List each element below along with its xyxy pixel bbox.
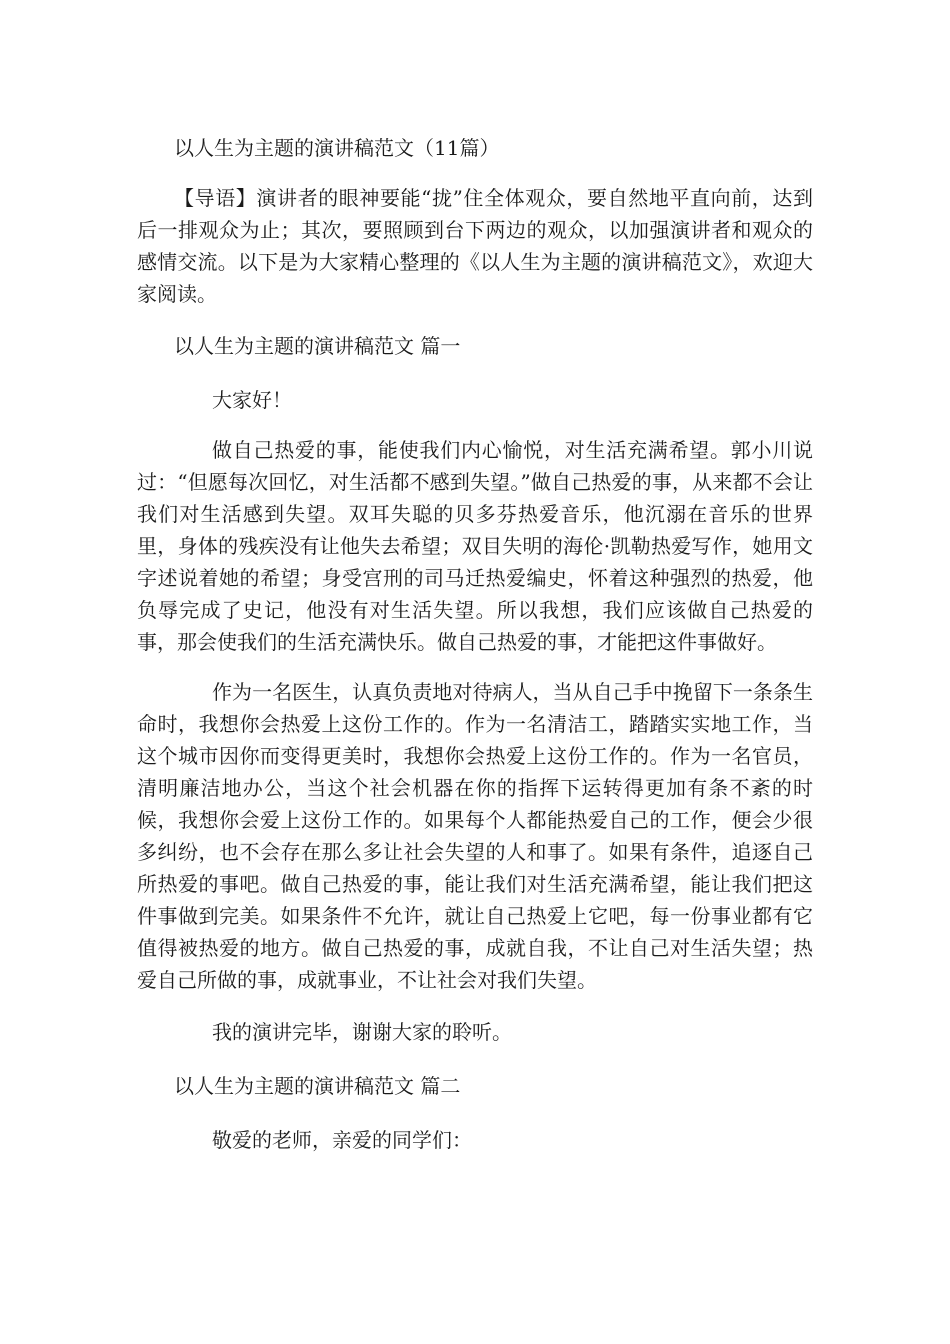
section-1-paragraph-2: 作为一名医生，认真负责地对待病人，当从自己手中挽留下一条条生命时，我想你会热爱上这份工作的。作为一名清洁工，踏踏实实地工作，当这个城市因你而变得更美时，我想你会热爱上这份工作的。作为一名官员，清明廉洁地办公，当这个社会机器在你的指挥下运转得更加有条不紊的时候，我想你会爱上这份工作的。如果每个人都能热爱自己的工作，便会少很多纠纷，也不会存在那么多让社会失望的人和事了。如果有条件，追逐自己所热爱的事吧。做自己热爱的事，能让我们对生活充满希望，能让我们把这件事做到完美。如果条件不允许，就让自己热爱上它吧，每一份事业都有它值得被热爱的地方。做自己热爱的事，成就自我，不让自己对生活失望；热爱自己所做的事，成就事业，不让社会对我们失望。 (137, 680, 813, 992)
section-2-greeting: 敬爱的老师，亲爱的同学们： (212, 1128, 472, 1152)
section-heading-1: 以人生为主题的演讲稿范文 篇一 (174, 334, 461, 358)
intro-paragraph: 【导语】演讲者的眼神要能“拢”住全体观众，要自然地平直向前，达到后一排观众为止；其次，要照顾到台下两边的观众，以加强演讲者和观众的感情交流。以下是为大家精心整理的《以人生为主题的演讲稿范文》，欢迎大家阅读。 (137, 186, 813, 306)
section-1-closing: 我的演讲完毕，谢谢大家的聆听。 (212, 1020, 512, 1044)
document-title: 以人生为主题的演讲稿范文（11篇） (174, 136, 500, 160)
section-heading-2: 以人生为主题的演讲稿范文 篇二 (174, 1074, 461, 1098)
section-1-paragraph-1: 做自己热爱的事，能使我们内心愉悦，对生活充满希望。郭小川说过：“但愿每次回忆，对生活都不感到失望。”做自己热爱的事，从来都不会让我们对生活感到失望。双耳失聪的贝多芬热爱音乐，他沉溺在音乐的世界里，身体的残疾没有让他失去希望；双目失明的海伦·凯勒热爱写作，她用文字述说着她的希望；身受宫刑的司马迁热爱编史，怀着这种强烈的热爱，他负辱完成了史记，他没有对生活失望。所以我想，我们应该做自己热爱的事，那会使我们的生活充满快乐。做自己热爱的事，才能把这件事做好。 (137, 438, 813, 654)
document-page (137, 128, 813, 1160)
section-1-greeting: 大家好！ (212, 388, 292, 412)
